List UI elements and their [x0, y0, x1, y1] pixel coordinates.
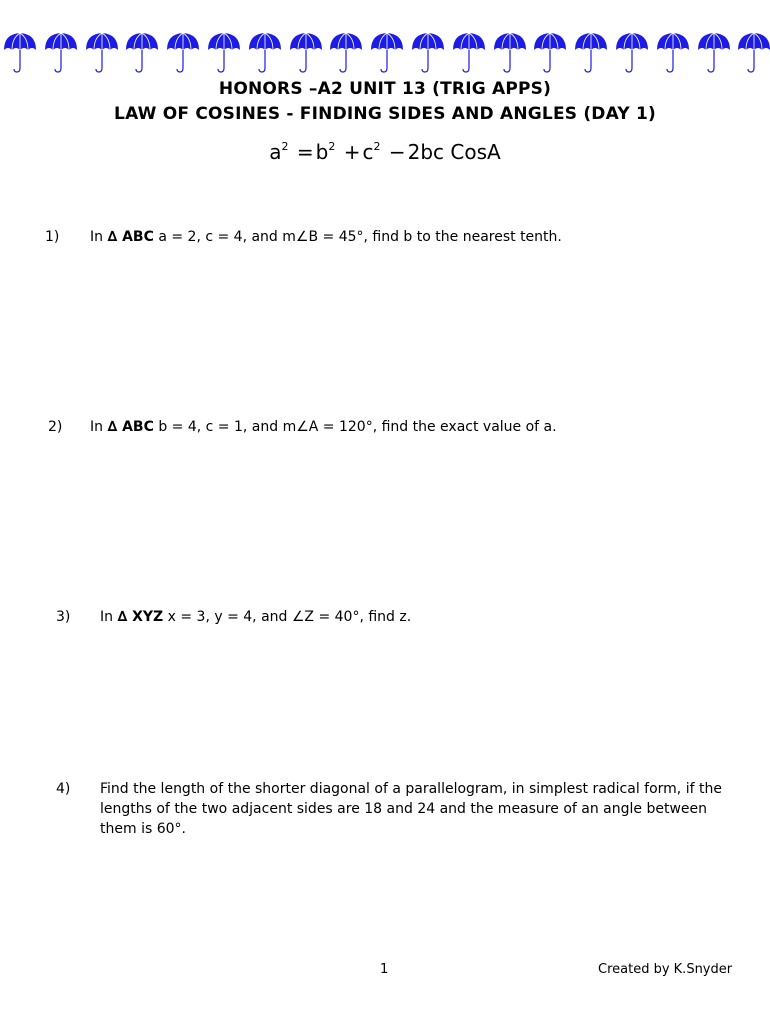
- page-number: 1: [380, 962, 389, 977]
- question-number: 2): [48, 419, 63, 435]
- umbrella-icon: [532, 30, 568, 76]
- question-number: 4): [56, 781, 71, 797]
- umbrella-icon: [288, 30, 324, 76]
- question-text: In ∆ ABC b = 4, c = 1, and m∠A = 120°, find the exact value of a.: [90, 419, 557, 435]
- umbrella-icon: [736, 30, 770, 76]
- umbrella-icon: [492, 30, 528, 76]
- umbrella-border: [0, 30, 770, 76]
- umbrella-icon: [247, 30, 283, 76]
- page-title: HONORS –A2 UNIT 13 (TRIG APPS): [218, 79, 552, 99]
- umbrella-icon: [206, 30, 242, 76]
- question-number: 3): [56, 609, 71, 625]
- question-text: In ∆ XYZ x = 3, y = 4, and ∠Z = 40°, find z.: [100, 609, 412, 625]
- umbrella-icon: [43, 30, 79, 76]
- umbrella-icon: [655, 30, 691, 76]
- umbrella-icon: [369, 30, 405, 76]
- umbrella-icon: [451, 30, 487, 76]
- umbrella-icon: [573, 30, 609, 76]
- question-text: In ∆ ABC a = 2, c = 4, and m∠B = 45°, find b to the nearest tenth.: [90, 229, 562, 245]
- umbrella-icon: [328, 30, 364, 76]
- question-number: 1): [45, 229, 60, 245]
- umbrella-icon: [2, 30, 38, 76]
- umbrella-icon: [84, 30, 120, 76]
- umbrella-icon: [124, 30, 160, 76]
- umbrella-icon: [614, 30, 650, 76]
- question-text: Find the length of the shorter diagonal of a parallelogram, in simplest radical form, if the lengths of the two adjacent sides are 18 and 24 and the measure of an angle between them is 60°.: [100, 781, 722, 837]
- umbrella-icon: [410, 30, 446, 76]
- umbrella-icon: [165, 30, 201, 76]
- credit-text: Created by K.Snyder: [598, 962, 733, 977]
- page-subtitle: LAW OF COSINES - FINDING SIDES AND ANGLES (DAY 1): [114, 104, 656, 124]
- umbrella-icon: [696, 30, 732, 76]
- law-of-cosines-formula: $a^2 = b^2 + c^2 - 2bc$ CosA: [269, 140, 501, 164]
